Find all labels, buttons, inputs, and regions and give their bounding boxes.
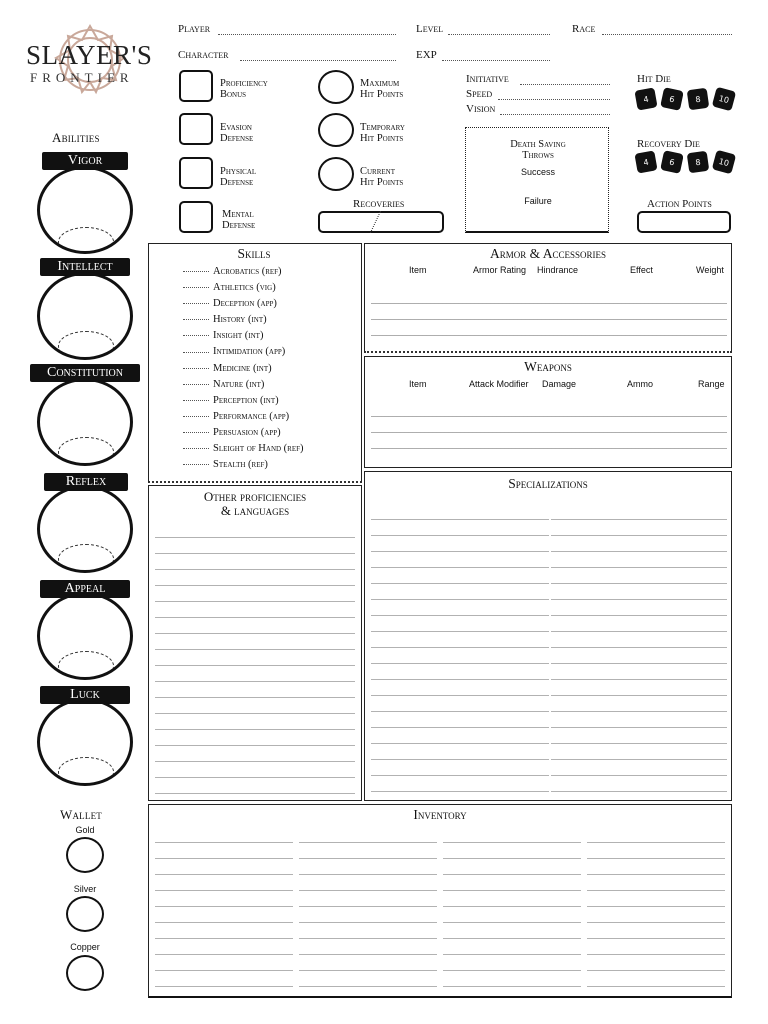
specializations-panel — [364, 471, 732, 801]
specializations-title: Specializations — [508, 476, 588, 491]
skill-modifier-field[interactable] — [183, 368, 209, 369]
skill-row[interactable] — [183, 280, 359, 296]
skill-modifier-field[interactable] — [183, 287, 209, 288]
silver-coin-field[interactable] — [66, 896, 104, 932]
death-saves-title — [466, 139, 610, 161]
skill-row[interactable] — [183, 425, 359, 441]
d4-die-icon[interactable]: 4 — [634, 87, 657, 110]
level-field[interactable] — [448, 34, 550, 35]
player-field[interactable] — [218, 34, 396, 35]
ability-modifier-constitution[interactable] — [58, 437, 114, 466]
proficiency-label-line1: Proficiency — [220, 78, 268, 89]
skill-modifier-field[interactable] — [183, 335, 209, 336]
inventory-lines-1[interactable] — [155, 827, 293, 993]
specializations-lines-left[interactable] — [371, 504, 549, 794]
proficiency-bonus-box[interactable] — [179, 70, 213, 102]
skill-modifier-field[interactable] — [183, 384, 209, 385]
skill-label: Nature (int) — [213, 378, 265, 390]
exp-label: EXP — [416, 49, 437, 61]
d8-die-icon[interactable]: 8 — [687, 88, 710, 111]
ability-circle-appeal[interactable] — [37, 592, 133, 680]
armor-panel — [364, 243, 732, 353]
skills-title: Skills — [237, 246, 271, 261]
weapons-col-item: Item — [409, 379, 427, 389]
hit-die-label: Hit Die — [637, 73, 671, 85]
max-hp-line2: Hit Points — [360, 89, 404, 100]
current-hp-circle[interactable] — [318, 157, 354, 191]
armor-col-weight: Weight — [696, 265, 724, 275]
skill-modifier-field[interactable] — [183, 416, 209, 417]
logo — [22, 22, 162, 102]
ability-circle-intellect[interactable] — [37, 272, 133, 360]
gold-coin-field[interactable] — [66, 837, 104, 873]
physical-label-line2: Defense — [220, 177, 254, 188]
recoveries-box[interactable] — [318, 211, 444, 233]
recoveries-label: Recoveries — [353, 198, 405, 210]
proficiency-bonus-label — [220, 78, 268, 100]
skills-panel — [148, 243, 362, 483]
gold-label: Gold — [75, 825, 95, 835]
death-saves-title-1: Death Saving — [510, 139, 566, 150]
recovery-die-row — [636, 152, 736, 174]
skill-modifier-field[interactable] — [183, 303, 209, 304]
character-label: Character — [178, 49, 229, 61]
max-hp-circle[interactable] — [318, 70, 354, 104]
weapons-title: Weapons — [524, 359, 572, 374]
ability-banner-vigor: Vigor — [42, 152, 128, 170]
ability-banner-appeal: Appeal — [40, 580, 130, 598]
ability-banner-reflex: Reflex — [44, 473, 128, 491]
logo-subtitle: FRONTIER — [30, 70, 134, 85]
skill-row[interactable] — [183, 312, 359, 328]
weapons-panel — [364, 356, 732, 468]
skill-row[interactable] — [183, 441, 359, 457]
weapons-col-range: Range — [698, 379, 725, 389]
skill-row[interactable] — [183, 344, 359, 360]
inventory-lines-4[interactable] — [587, 827, 725, 993]
speed-label: Speed — [466, 88, 493, 100]
skill-label: Athletics (vig) — [213, 282, 276, 294]
inventory-lines-2[interactable] — [299, 827, 437, 993]
physical-defense-box[interactable] — [179, 157, 213, 189]
ability-modifier-luck[interactable] — [58, 757, 114, 786]
skill-label: Deception (app) — [213, 298, 277, 310]
current-hp-label — [360, 166, 403, 188]
skill-label: Sleight of Hand (ref) — [213, 443, 304, 455]
speed-field[interactable] — [498, 99, 610, 100]
hit-die-row — [636, 89, 736, 111]
recoveries-divider — [370, 211, 381, 233]
skill-modifier-field[interactable] — [183, 319, 209, 320]
vision-field[interactable] — [500, 114, 610, 115]
evasion-defense-box[interactable] — [179, 113, 213, 145]
abilities-heading: Abilities — [52, 130, 100, 145]
weapons-rows[interactable] — [371, 401, 727, 459]
weapons-col-ammo: Ammo — [627, 379, 654, 389]
player-label: Player — [178, 23, 211, 35]
other-proficiencies-title — [149, 490, 361, 518]
skill-label: Stealth (ref) — [213, 459, 268, 471]
race-label: Race — [572, 23, 596, 35]
skill-row[interactable] — [183, 457, 359, 473]
armor-col-rating: Armor Rating — [473, 265, 527, 275]
recovery-die-label: Recovery Die — [637, 138, 700, 150]
wallet-heading: Wallet — [60, 807, 102, 822]
ability-banner-luck: Luck — [40, 686, 130, 704]
max-hp-label — [360, 78, 403, 100]
mental-defense-label — [222, 209, 255, 231]
character-field[interactable] — [240, 60, 396, 61]
armor-col-effect: Effect — [630, 265, 653, 275]
action-points-box[interactable] — [637, 211, 731, 233]
skill-modifier-field[interactable] — [183, 400, 209, 401]
weapons-col-damage: Damage — [542, 379, 577, 389]
ability-modifier-vigor[interactable] — [58, 227, 114, 254]
mental-label-line1: Mental — [222, 209, 254, 220]
race-field[interactable] — [602, 34, 732, 35]
action-points-label: Action Points — [647, 198, 712, 210]
recovery-d10-die-icon[interactable]: 10 — [712, 150, 736, 174]
current-hp-line1: Current — [360, 166, 396, 177]
skill-label: Intimidation (app) — [213, 346, 286, 358]
temp-hp-line1: Temporary — [360, 122, 405, 133]
skill-row[interactable] — [183, 296, 359, 312]
skills-list — [183, 264, 359, 473]
recovery-d8-die-icon[interactable]: 8 — [687, 151, 710, 174]
ability-modifier-intellect[interactable] — [58, 331, 114, 360]
inventory-title: Inventory — [413, 807, 467, 822]
logo-title: SLAYER'S — [26, 40, 153, 70]
skill-modifier-field[interactable] — [183, 432, 209, 433]
skill-row[interactable] — [183, 393, 359, 409]
skill-label: Perception (int) — [213, 394, 279, 406]
ability-circle-luck[interactable] — [37, 698, 133, 786]
skill-label: Persuasion (app) — [213, 426, 281, 438]
recovery-d6-die-icon[interactable]: 6 — [660, 150, 684, 174]
skill-label: Acrobatics (ref) — [213, 266, 282, 277]
level-label: Level — [416, 23, 444, 35]
physical-defense-label — [220, 166, 256, 188]
skill-row[interactable] — [183, 377, 359, 393]
armor-title: Armor & Accessories — [489, 246, 607, 261]
skill-label: Medicine (int) — [213, 362, 272, 374]
ability-banner-intellect: Intellect — [40, 258, 130, 276]
ability-banner-constitution: Constitution — [30, 364, 140, 382]
evasion-label-line1: Evasion — [220, 122, 252, 133]
other-title-line1: Other proficiencies — [203, 489, 307, 504]
other-proficiencies-lines[interactable] — [155, 522, 355, 794]
d6-die-icon[interactable]: 6 — [660, 87, 684, 111]
max-hp-line1: Maximum — [360, 78, 400, 89]
physical-label-line1: Physical — [220, 166, 257, 177]
evasion-defense-label — [220, 122, 253, 144]
mental-defense-box[interactable] — [179, 201, 213, 233]
current-hp-line2: Hit Points — [360, 177, 404, 188]
skill-modifier-field[interactable] — [183, 271, 209, 272]
mental-label-line2: Defense — [222, 220, 256, 231]
temp-hp-circle[interactable] — [318, 113, 354, 147]
weapons-col-attack: Attack Modifier — [469, 379, 529, 389]
armor-rows[interactable] — [371, 288, 727, 344]
evasion-label-line2: Defense — [220, 133, 254, 144]
vision-label: Vision — [466, 103, 496, 115]
skill-modifier-field[interactable] — [183, 464, 209, 465]
skill-label: History (int) — [213, 314, 267, 326]
death-saves-title-2: Throws — [522, 150, 554, 161]
death-saves-box — [465, 127, 609, 233]
temp-hp-line2: Hit Points — [360, 133, 404, 144]
skill-row[interactable] — [183, 409, 359, 425]
skill-modifier-field[interactable] — [183, 352, 209, 353]
initiative-field[interactable] — [520, 84, 610, 85]
exp-field[interactable] — [442, 60, 550, 61]
temp-hp-label — [360, 122, 405, 144]
skill-modifier-field[interactable] — [183, 448, 209, 449]
death-saves-failure[interactable]: Failure — [524, 196, 552, 206]
skill-label: Insight (int) — [213, 330, 264, 342]
skill-row[interactable] — [183, 264, 359, 280]
skill-row[interactable] — [183, 328, 359, 344]
armor-col-hindrance: Hindrance — [537, 265, 579, 275]
ability-circle-constitution[interactable] — [37, 378, 133, 466]
recovery-d4-die-icon[interactable]: 4 — [634, 150, 657, 173]
silver-label: Silver — [73, 884, 97, 894]
armor-col-item: Item — [409, 265, 427, 275]
proficiency-label-line2: Bonus — [220, 89, 247, 100]
copper-coin-field[interactable] — [66, 955, 104, 991]
copper-label: Copper — [70, 942, 100, 952]
specializations-lines-right[interactable] — [551, 504, 727, 794]
inventory-lines-3[interactable] — [443, 827, 581, 993]
d10-die-icon[interactable]: 10 — [712, 87, 736, 111]
ability-circle-reflex[interactable] — [37, 485, 133, 573]
other-title-line2: & languages — [220, 503, 290, 518]
death-saves-success[interactable]: Success — [520, 167, 555, 177]
ability-circle-vigor[interactable] — [37, 166, 133, 254]
skill-label: Performance (app) — [213, 410, 290, 422]
skill-row[interactable] — [183, 361, 359, 377]
initiative-label: Initiative — [466, 73, 509, 85]
inventory-panel — [148, 804, 732, 998]
other-proficiencies-panel — [148, 485, 362, 801]
ability-modifier-appeal[interactable] — [58, 651, 114, 680]
ability-modifier-reflex[interactable] — [58, 544, 114, 573]
